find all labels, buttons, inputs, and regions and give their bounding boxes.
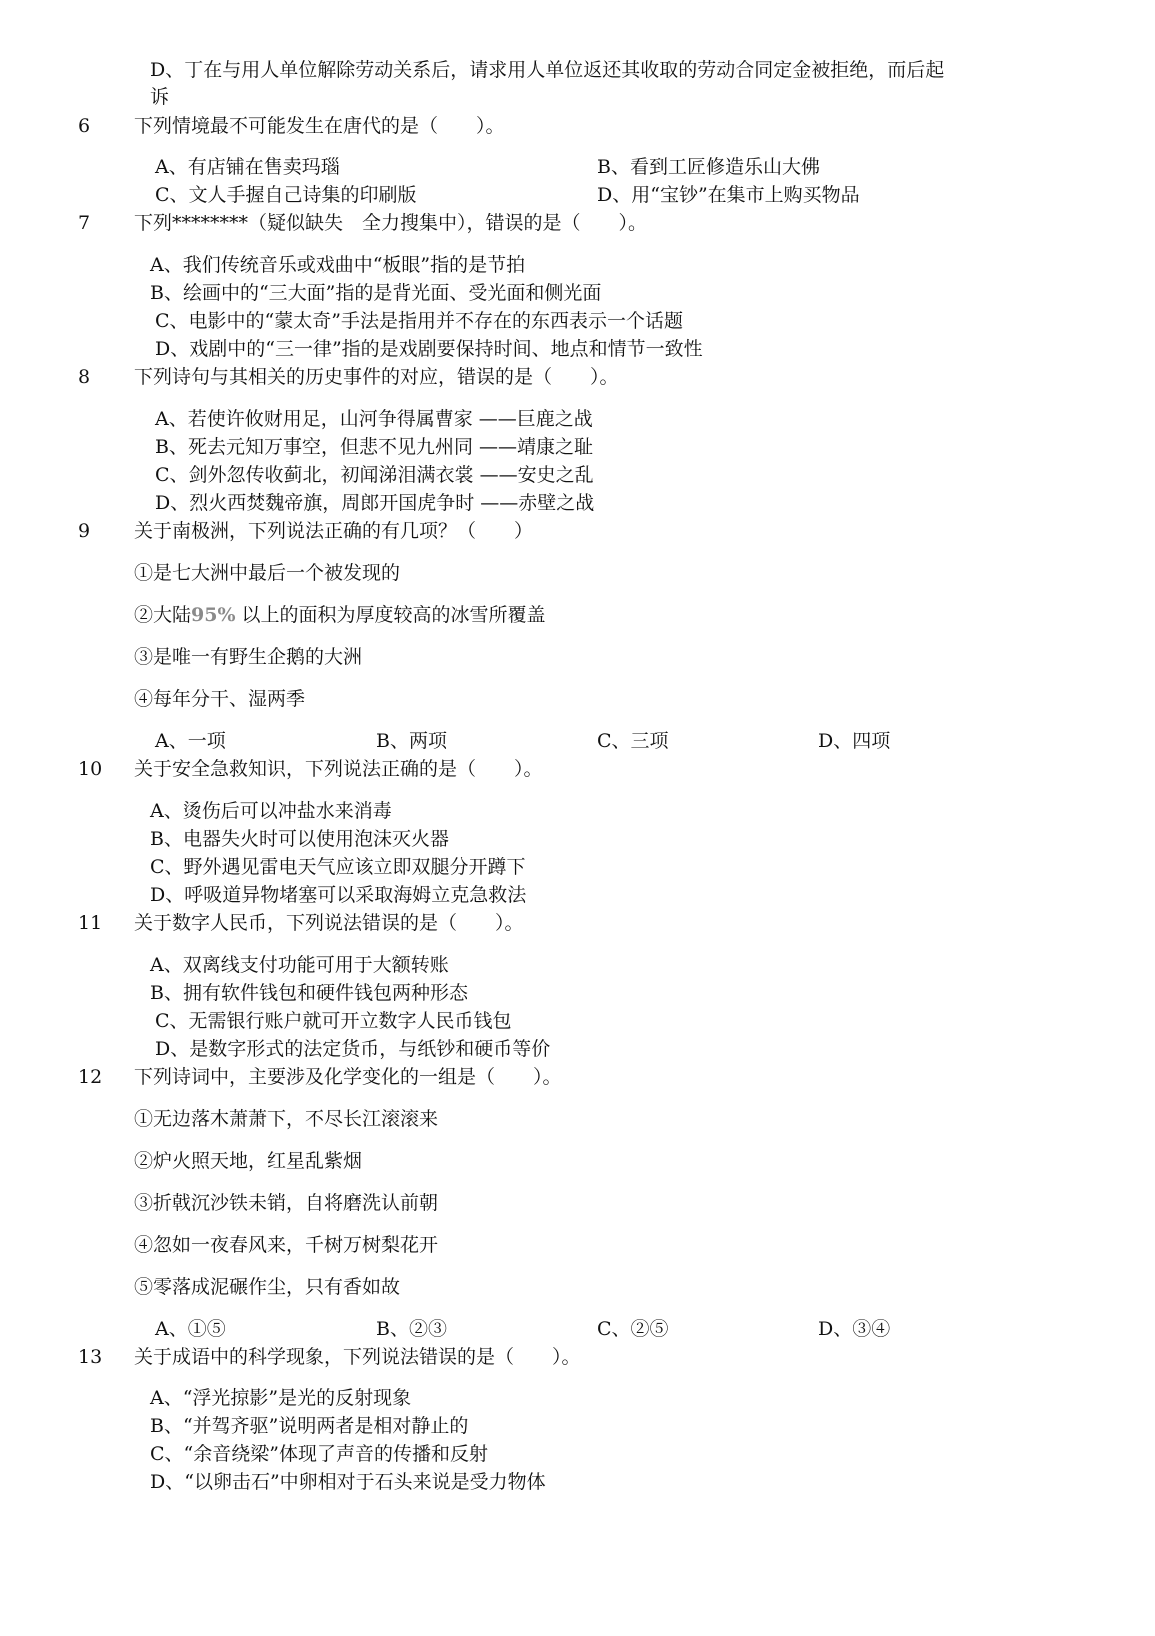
question-12-stem: 下列诗词中，主要涉及化学变化的一组是（ ）。 xyxy=(134,1066,562,1088)
question-12-option-d: D、③④ xyxy=(818,1318,891,1340)
question-8-stem: 下列诗句与其相关的历史事件的对应，错误的是（ ）。 xyxy=(134,366,619,388)
question-7-option-c: C、电影中的“蒙太奇”手法是指用并不存在的东西表示一个话题 xyxy=(155,310,683,332)
question-13-option-a: A、“浮光掠影”是光的反射现象 xyxy=(150,1387,412,1409)
question-10-stem: 关于安全急救知识，下列说法正确的是（ ）。 xyxy=(134,758,543,780)
question-12-statement-3: ③折戟沉沙铁未销，自将磨洗认前朝 xyxy=(134,1192,439,1214)
q5-option-d-line2: 诉 xyxy=(150,86,170,108)
question-9-statement-3: ③是唯一有野生企鹅的大洲 xyxy=(134,646,363,668)
question-9-option-c: C、三项 xyxy=(597,730,669,752)
question-6-option-b: B、看到工匠修造乐山大佛 xyxy=(597,156,820,178)
question-6-stem: 下列情境最不可能发生在唐代的是（ ）。 xyxy=(134,115,505,137)
question-9-option-d: D、四项 xyxy=(818,730,891,752)
question-11-number: 11 xyxy=(78,912,103,934)
question-12-statement-5: ⑤零落成泥碾作尘，只有香如故 xyxy=(134,1276,401,1298)
question-12-statement-2: ②炉火照天地，红星乱紫烟 xyxy=(134,1150,363,1172)
question-13-option-d: D、“以卵击石”中卵相对于石头来说是受力物体 xyxy=(150,1471,546,1493)
question-6-option-c: C、文人手握自己诗集的印刷版 xyxy=(155,184,417,206)
question-12-statement-1: ①无边落木萧萧下，不尽长江滚滚来 xyxy=(134,1108,439,1130)
question-9-statement-4: ④每年分干、湿两季 xyxy=(134,688,306,710)
question-11-stem: 关于数字人民币，下列说法错误的是（ ）。 xyxy=(134,912,524,934)
question-9-option-a: A、一项 xyxy=(155,730,226,752)
statement-2-suffix: 以上的面积为厚度较高的冰雪所覆盖 xyxy=(235,604,546,626)
question-13-option-c: C、“余音绕梁”体现了声音的传播和反射 xyxy=(150,1443,488,1465)
question-7-option-d: D、戏剧中的“三一律”指的是戏剧要保持时间、地点和情节一致性 xyxy=(155,338,703,360)
question-7-number: 7 xyxy=(78,212,91,234)
question-10-option-c: C、野外遇见雷电天气应该立即双腿分开蹲下 xyxy=(150,856,526,878)
question-11-option-b: B、拥有软件钱包和硬件钱包两种形态 xyxy=(150,982,468,1004)
percentage-value: 95% xyxy=(191,604,236,626)
question-9-number: 9 xyxy=(78,520,91,542)
question-9-option-b: B、两项 xyxy=(376,730,447,752)
question-12-option-b: B、②③ xyxy=(376,1318,447,1340)
question-11-option-c: C、无需银行账户就可开立数字人民币钱包 xyxy=(155,1010,512,1032)
question-12-statement-4: ④忽如一夜春风来，千树万树梨花开 xyxy=(134,1234,439,1256)
question-10-number: 10 xyxy=(78,758,103,780)
question-11-option-d: D、是数字形式的法定货币，与纸钞和硬币等价 xyxy=(155,1038,551,1060)
question-8-option-b: B、死去元知万事空，但悲不见九州同 ——靖康之耻 xyxy=(155,436,594,458)
question-9-statement-2 xyxy=(134,603,546,627)
question-9-statement-1: ①是七大洲中最后一个被发现的 xyxy=(134,562,401,584)
question-13-number: 13 xyxy=(78,1346,103,1368)
question-12-option-a: A、①⑤ xyxy=(155,1318,226,1340)
statement-2-prefix: ②大陆 xyxy=(134,604,192,626)
question-6-number: 6 xyxy=(78,115,91,137)
question-10-option-a: A、烫伤后可以冲盐水来消毒 xyxy=(150,800,392,822)
question-10-option-d: D、呼吸道异物堵塞可以采取海姆立克急救法 xyxy=(150,884,527,906)
question-8-option-a: A、若使许攸财用足，山河争得属曹家 ——巨鹿之战 xyxy=(155,408,593,430)
question-13-option-b: B、“并驾齐驱”说明两者是相对静止的 xyxy=(150,1415,469,1437)
question-7-option-b: B、绘画中的“三大面”指的是背光面、受光面和侧光面 xyxy=(150,282,602,304)
question-10-option-b: B、电器失火时可以使用泡沫灭火器 xyxy=(150,828,449,850)
q5-option-d-line1: D、丁在与用人单位解除劳动关系后，请求用人单位返还其收取的劳动合同定金被拒绝，而后起 xyxy=(150,59,945,81)
question-9-stem: 关于南极洲，下列说法正确的有几项？（ ） xyxy=(134,520,534,542)
question-7-option-a: A、我们传统音乐或戏曲中“板眼”指的是节拍 xyxy=(150,254,526,276)
question-11-option-a: A、双离线支付功能可用于大额转账 xyxy=(150,954,449,976)
question-8-number: 8 xyxy=(78,366,91,388)
question-12-option-c: C、②⑤ xyxy=(597,1318,669,1340)
question-6-option-a: A、有店铺在售卖玛瑙 xyxy=(155,156,340,178)
question-8-option-c: C、剑外忽传收蓟北，初闻涕泪满衣裳 ——安史之乱 xyxy=(155,464,594,486)
question-13-stem: 关于成语中的科学现象，下列说法错误的是（ ）。 xyxy=(134,1346,581,1368)
question-8-option-d: D、烈火西焚魏帝旗，周郎开国虎争时 ——赤壁之战 xyxy=(155,492,595,514)
question-12-number: 12 xyxy=(78,1066,103,1088)
question-7-stem: 下列********（疑似缺失 全力搜集中），错误的是（ ）。 xyxy=(134,212,648,234)
question-6-option-d: D、用“宝钞”在集市上购买物品 xyxy=(597,184,860,206)
